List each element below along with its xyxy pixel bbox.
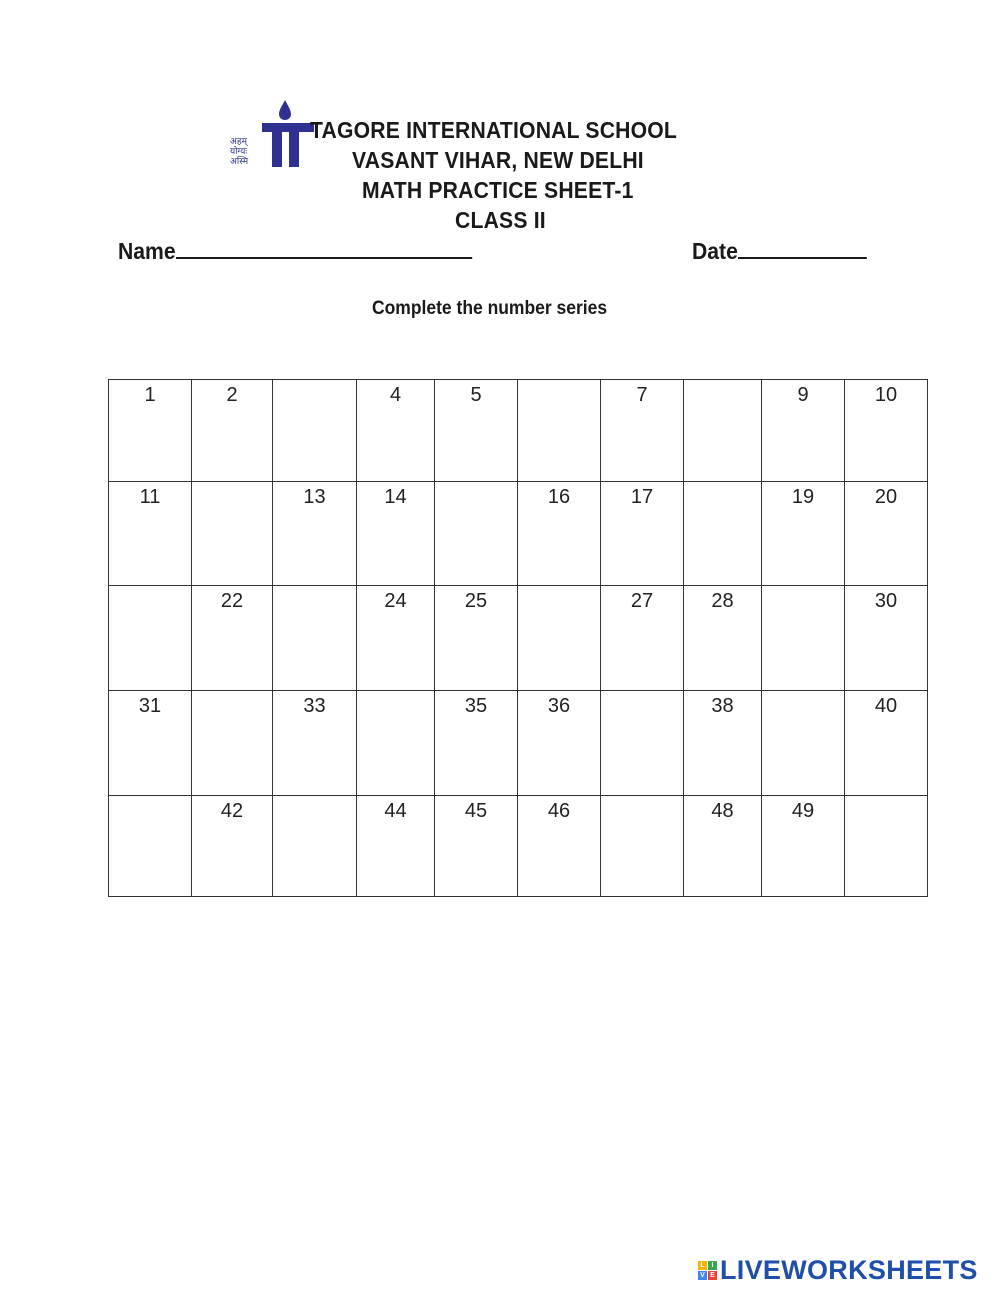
logo-motto: अहम् (230, 137, 248, 147)
grid-cell-blank[interactable] (273, 796, 357, 897)
grid-cell-number: 38 (684, 691, 762, 796)
watermark-block: V (698, 1271, 707, 1280)
grid-cell-number: 17 (601, 482, 684, 586)
name-input-line[interactable] (176, 239, 472, 259)
grid-cell-blank[interactable] (684, 380, 762, 482)
grid-cell-blank[interactable] (192, 691, 273, 796)
instruction-text: Complete the number series (372, 298, 608, 319)
date-input-line[interactable] (738, 239, 867, 259)
grid-cell-number: 10 (845, 380, 928, 482)
grid-cell-blank[interactable] (601, 796, 684, 897)
grid-cell-number: 25 (435, 586, 518, 691)
grid-cell-blank[interactable] (845, 796, 928, 897)
grid-cell-blank[interactable] (601, 691, 684, 796)
grid-cell-number: 30 (845, 586, 928, 691)
grid-cell-number: 46 (518, 796, 601, 897)
grid-cell-blank[interactable] (518, 380, 601, 482)
date-label: Date (692, 238, 738, 264)
grid-cell-blank[interactable] (435, 482, 518, 586)
grid-cell-number: 20 (845, 482, 928, 586)
grid-cell-blank[interactable] (273, 586, 357, 691)
grid-cell-number: 4 (357, 380, 435, 482)
name-label: Name (118, 238, 176, 264)
grid-cell-number: 14 (357, 482, 435, 586)
grid-cell-number: 44 (357, 796, 435, 897)
grid-row (109, 691, 928, 796)
class-label: CLASS II (455, 207, 546, 233)
grid-cell-number: 22 (192, 586, 273, 691)
svg-text:अस्मि: अस्मि (230, 157, 249, 167)
school-name: TAGORE INTERNATIONAL SCHOOL (310, 117, 678, 143)
grid-cell-number: 9 (762, 380, 845, 482)
grid-cell-number: 7 (601, 380, 684, 482)
grid-cell-blank[interactable] (684, 482, 762, 586)
grid-cell-blank[interactable] (109, 586, 192, 691)
grid-cell-blank[interactable] (273, 380, 357, 482)
grid-row (109, 380, 928, 482)
grid-cell-number: 48 (684, 796, 762, 897)
school-location: VASANT VIHAR, NEW DELHI (352, 147, 644, 173)
grid-cell-number: 28 (684, 586, 762, 691)
grid-cell-blank[interactable] (762, 691, 845, 796)
grid-cell-number: 19 (762, 482, 845, 586)
grid-cell-blank[interactable] (357, 691, 435, 796)
grid-cell-number: 36 (518, 691, 601, 796)
grid-cell-blank[interactable] (109, 796, 192, 897)
school-logo (228, 98, 318, 170)
grid-cell-number: 40 (845, 691, 928, 796)
watermark-text: LIVEWORKSHEETS (720, 1254, 978, 1285)
grid-cell-number: 49 (762, 796, 845, 897)
grid-cell-number: 45 (435, 796, 518, 897)
sheet-title: MATH PRACTICE SHEET-1 (362, 177, 634, 203)
grid-cell-blank[interactable] (518, 586, 601, 691)
grid-cell-blank[interactable] (762, 586, 845, 691)
grid-cell-number: 35 (435, 691, 518, 796)
watermark-block: L (698, 1261, 707, 1270)
grid-cell-number: 31 (109, 691, 192, 796)
svg-text:योग्यः: योग्यः (230, 147, 248, 157)
grid-row (109, 482, 928, 586)
grid-cell-number: 5 (435, 380, 518, 482)
liveworksheets-watermark (698, 1255, 978, 1285)
grid-cell-number: 42 (192, 796, 273, 897)
grid-row (109, 796, 928, 897)
grid-cell-number: 13 (273, 482, 357, 586)
grid-cell-number: 1 (109, 380, 192, 482)
grid-cell-number: 11 (109, 482, 192, 586)
grid-cell-number: 16 (518, 482, 601, 586)
grid-cell-blank[interactable] (192, 482, 273, 586)
grid-cell-number: 27 (601, 586, 684, 691)
grid-cell-number: 33 (273, 691, 357, 796)
grid-row (109, 586, 928, 691)
watermark-block: I (708, 1261, 717, 1270)
date-field (692, 238, 867, 265)
number-series-grid (108, 379, 928, 897)
watermark-block: E (708, 1271, 717, 1280)
grid-cell-number: 24 (357, 586, 435, 691)
grid-cell-number: 2 (192, 380, 273, 482)
watermark-logo-blocks (698, 1261, 717, 1280)
name-field (118, 238, 472, 265)
